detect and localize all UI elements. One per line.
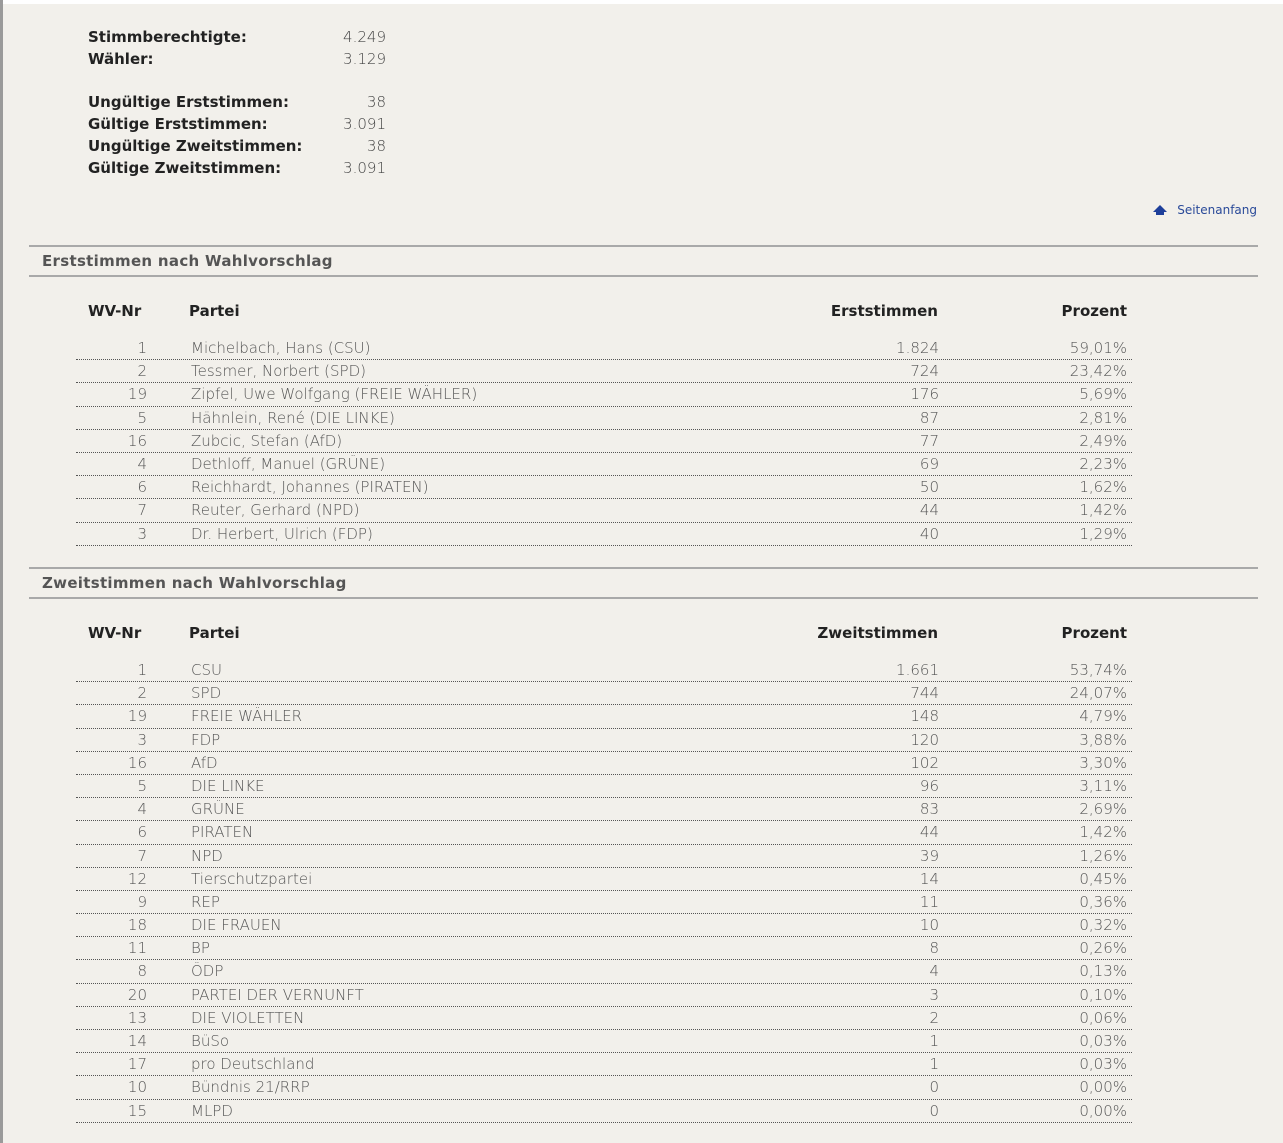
cell-partei: AfD	[191, 753, 218, 772]
cell-prozent: 3,11%	[1079, 776, 1127, 795]
cell-partei: Reuter, Gerhard (NPD)	[191, 501, 360, 520]
cell-prozent: 1,29%	[1079, 524, 1127, 543]
summary-value: 3.091	[343, 159, 386, 177]
cell-prozent: 1,42%	[1079, 501, 1127, 520]
table-row	[76, 682, 1132, 705]
table-row	[76, 1100, 1132, 1123]
cell-partei: Dr. Herbert, Ulrich (FDP)	[191, 524, 373, 543]
cell-wv-nr: 14	[127, 1032, 147, 1050]
cell-partei: DIE VIOLETTEN	[191, 1008, 305, 1027]
table-row	[76, 337, 1132, 360]
cell-prozent: 0,36%	[1079, 892, 1127, 911]
table-row	[76, 960, 1132, 983]
cell-stimmen: 724	[910, 362, 939, 381]
cell-partei: Tessmer, Norbert (SPD)	[191, 362, 366, 381]
cell-stimmen: 176	[910, 385, 939, 404]
cell-partei: Bündnis 21/RRP	[191, 1078, 310, 1097]
table-row	[76, 984, 1132, 1007]
cell-prozent: 0,00%	[1079, 1101, 1127, 1120]
cell-stimmen: 102	[910, 753, 939, 772]
cell-prozent: 5,69%	[1079, 385, 1127, 404]
header-partei: Partei	[189, 302, 240, 320]
table-row	[76, 383, 1132, 406]
cell-partei: NPD	[191, 846, 223, 865]
cell-prozent: 2,81%	[1079, 408, 1127, 427]
table-row	[76, 914, 1132, 937]
table-row	[76, 1007, 1132, 1030]
header-prozent: Prozent	[1061, 624, 1127, 642]
cell-partei: REP	[191, 892, 220, 911]
table-row	[76, 798, 1132, 821]
cell-stimmen: 1.824	[896, 339, 939, 357]
cell-stimmen: 83	[919, 800, 939, 819]
cell-wv-nr: 3	[137, 730, 147, 749]
header-prozent: Prozent	[1061, 302, 1127, 320]
table-header	[76, 624, 1132, 648]
header-partei: Partei	[189, 624, 240, 642]
summary-value: 3.091	[343, 115, 386, 133]
summary-value: 4.249	[343, 28, 386, 46]
table-row	[76, 729, 1132, 752]
cell-prozent: 0,26%	[1079, 939, 1127, 958]
summary-value: 38	[366, 137, 386, 155]
cell-prozent: 0,45%	[1079, 869, 1127, 888]
cell-partei: DIE LINKE	[191, 776, 265, 795]
seitenanfang-label[interactable]: Seitenanfang	[1177, 203, 1257, 217]
summary-label: Gültige Zweitstimmen:	[88, 159, 282, 177]
cell-prozent: 0,03%	[1079, 1055, 1127, 1074]
cell-partei: Reichhardt, Johannes (PIRATEN)	[191, 478, 429, 497]
summary-label: Stimmberechtigte:	[88, 28, 247, 46]
cell-partei: Michelbach, Hans (CSU)	[191, 339, 371, 357]
cell-partei: SPD	[191, 684, 222, 703]
cell-partei: CSU	[191, 661, 222, 679]
table-row	[76, 891, 1132, 914]
table-row	[76, 937, 1132, 960]
erststimmen-section-header: Erststimmen nach Wahlvorschlag	[29, 245, 1258, 277]
cell-wv-nr: 1	[137, 339, 147, 357]
cell-stimmen: 148	[910, 707, 939, 726]
cell-partei: PIRATEN	[191, 823, 254, 842]
cell-wv-nr: 1	[137, 661, 147, 679]
cell-stimmen: 50	[919, 478, 939, 497]
table-row	[76, 523, 1132, 546]
table-row	[76, 1030, 1132, 1053]
table-row	[76, 775, 1132, 798]
cell-partei: FDP	[191, 730, 221, 749]
cell-wv-nr: 9	[137, 892, 147, 911]
cell-prozent: 1,42%	[1079, 823, 1127, 842]
cell-partei: BP	[191, 939, 210, 958]
cell-stimmen: 10	[919, 916, 939, 935]
cell-prozent: 24,07%	[1069, 684, 1127, 703]
cell-partei: pro Deutschland	[191, 1055, 315, 1074]
cell-stimmen: 0	[929, 1078, 939, 1097]
cell-wv-nr: 7	[137, 846, 147, 865]
table-row	[76, 705, 1132, 728]
summary-value: 38	[366, 93, 386, 111]
cell-prozent: 59,01%	[1069, 339, 1127, 357]
table-row	[76, 659, 1132, 682]
table-row	[76, 407, 1132, 430]
cell-stimmen: 96	[919, 776, 939, 795]
table-row	[76, 430, 1132, 453]
zweitstimmen-section-header: Zweitstimmen nach Wahlvorschlag	[29, 567, 1258, 599]
cell-prozent: 0,06%	[1079, 1008, 1127, 1027]
cell-partei: Zipfel, Uwe Wolfgang (FREIE WÄHLER)	[191, 385, 478, 404]
table-row	[76, 868, 1132, 891]
cell-prozent: 3,30%	[1079, 753, 1127, 772]
cell-wv-nr: 15	[127, 1101, 147, 1120]
erststimmen-table	[76, 302, 1132, 546]
cell-stimmen: 1.661	[896, 661, 939, 679]
table-row	[76, 453, 1132, 476]
cell-stimmen: 3	[929, 985, 939, 1004]
cell-partei: ÖDP	[191, 962, 224, 981]
cell-stimmen: 39	[919, 846, 939, 865]
table-row	[76, 845, 1132, 868]
table-row	[76, 752, 1132, 775]
cell-stimmen: 87	[919, 408, 939, 427]
cell-wv-nr: 2	[137, 684, 147, 703]
table-header	[76, 302, 1132, 326]
cell-prozent: 1,26%	[1079, 846, 1127, 865]
cell-stimmen: 4	[929, 962, 939, 981]
header-wv-nr: WV-Nr	[88, 302, 142, 320]
cell-prozent: 4,79%	[1079, 707, 1127, 726]
cell-wv-nr: 6	[137, 823, 147, 842]
summary-label: Wähler:	[88, 50, 154, 68]
cell-prozent: 0,10%	[1079, 985, 1127, 1004]
table-row	[76, 476, 1132, 499]
cell-wv-nr: 4	[137, 800, 147, 819]
cell-wv-nr: 7	[137, 501, 147, 520]
cell-wv-nr: 4	[137, 454, 147, 473]
cell-wv-nr: 13	[127, 1008, 147, 1027]
cell-prozent: 1,62%	[1079, 478, 1127, 497]
cell-partei: Tierschutzpartei	[191, 869, 313, 888]
cell-wv-nr: 19	[127, 707, 147, 726]
cell-wv-nr: 18	[127, 916, 147, 935]
header-stimmen: Zweitstimmen	[817, 624, 938, 642]
cell-wv-nr: 5	[137, 408, 147, 427]
cell-prozent: 0,13%	[1079, 962, 1127, 981]
summary-label: Ungültige Erststimmen:	[88, 93, 289, 111]
cell-prozent: 53,74%	[1069, 661, 1127, 679]
summary-label: Ungültige Zweitstimmen:	[88, 137, 303, 155]
cell-wv-nr: 3	[137, 524, 147, 543]
cell-wv-nr: 8	[137, 962, 147, 981]
cell-prozent: 2,49%	[1079, 431, 1127, 450]
cell-prozent: 23,42%	[1069, 362, 1127, 381]
cell-wv-nr: 16	[127, 753, 147, 772]
table-row	[76, 360, 1132, 383]
cell-partei: DIE FRAUEN	[191, 916, 282, 935]
cell-partei: BüSo	[191, 1032, 230, 1050]
cell-prozent: 0,00%	[1079, 1078, 1127, 1097]
cell-wv-nr: 6	[137, 478, 147, 497]
header-wv-nr: WV-Nr	[88, 624, 142, 642]
cell-partei: Hähnlein, René (DIE LINKE)	[191, 408, 395, 427]
cell-stimmen: 744	[910, 684, 939, 703]
header-stimmen: Erststimmen	[830, 302, 938, 320]
zweitstimmen-body	[76, 659, 1132, 1123]
table-row	[76, 499, 1132, 522]
cell-stimmen: 8	[929, 939, 939, 958]
cell-prozent: 0,32%	[1079, 916, 1127, 935]
cell-wv-nr: 2	[137, 362, 147, 381]
cell-wv-nr: 16	[127, 431, 147, 450]
cell-partei: FREIE WÄHLER	[191, 707, 303, 726]
cell-stimmen: 69	[919, 454, 939, 473]
top-border	[0, 0, 1283, 4]
cell-stimmen: 40	[919, 524, 939, 543]
cell-wv-nr: 10	[127, 1078, 147, 1097]
zweitstimmen-table	[76, 624, 1132, 1123]
table-row	[76, 1076, 1132, 1099]
table-row	[76, 821, 1132, 844]
cell-stimmen: 77	[919, 431, 939, 450]
cell-stimmen: 2	[929, 1008, 939, 1027]
cell-wv-nr: 20	[127, 985, 147, 1004]
cell-partei: Dethloff, Manuel (GRÜNE)	[191, 454, 386, 473]
cell-partei: PARTEI DER VERNUNFT	[191, 985, 364, 1004]
summary-label: Gültige Erststimmen:	[88, 115, 268, 133]
cell-partei: MLPD	[191, 1101, 233, 1120]
cell-prozent: 0,03%	[1079, 1032, 1127, 1050]
cell-partei: GRÜNE	[191, 800, 245, 819]
cell-stimmen: 120	[910, 730, 939, 749]
cell-wv-nr: 11	[127, 939, 147, 958]
cell-partei: Zubcic, Stefan (AfD)	[191, 431, 343, 450]
erststimmen-body	[76, 337, 1132, 546]
cell-wv-nr: 12	[127, 869, 147, 888]
cell-stimmen: 14	[919, 869, 939, 888]
cell-stimmen: 44	[919, 823, 939, 842]
cell-prozent: 2,23%	[1079, 454, 1127, 473]
table-row	[76, 1053, 1132, 1076]
cell-wv-nr: 19	[127, 385, 147, 404]
cell-stimmen: 1	[929, 1032, 939, 1050]
cell-stimmen: 1	[929, 1055, 939, 1074]
cell-stimmen: 44	[919, 501, 939, 520]
cell-wv-nr: 17	[127, 1055, 147, 1074]
left-border	[0, 0, 3, 1143]
arrow-up-icon[interactable]	[1153, 205, 1167, 212]
cell-prozent: 3,88%	[1079, 730, 1127, 749]
seitenanfang-link[interactable]	[1153, 200, 1257, 220]
cell-wv-nr: 5	[137, 776, 147, 795]
summary-value: 3.129	[343, 50, 386, 68]
cell-stimmen: 0	[929, 1101, 939, 1120]
cell-prozent: 2,69%	[1079, 800, 1127, 819]
cell-stimmen: 11	[919, 892, 939, 911]
